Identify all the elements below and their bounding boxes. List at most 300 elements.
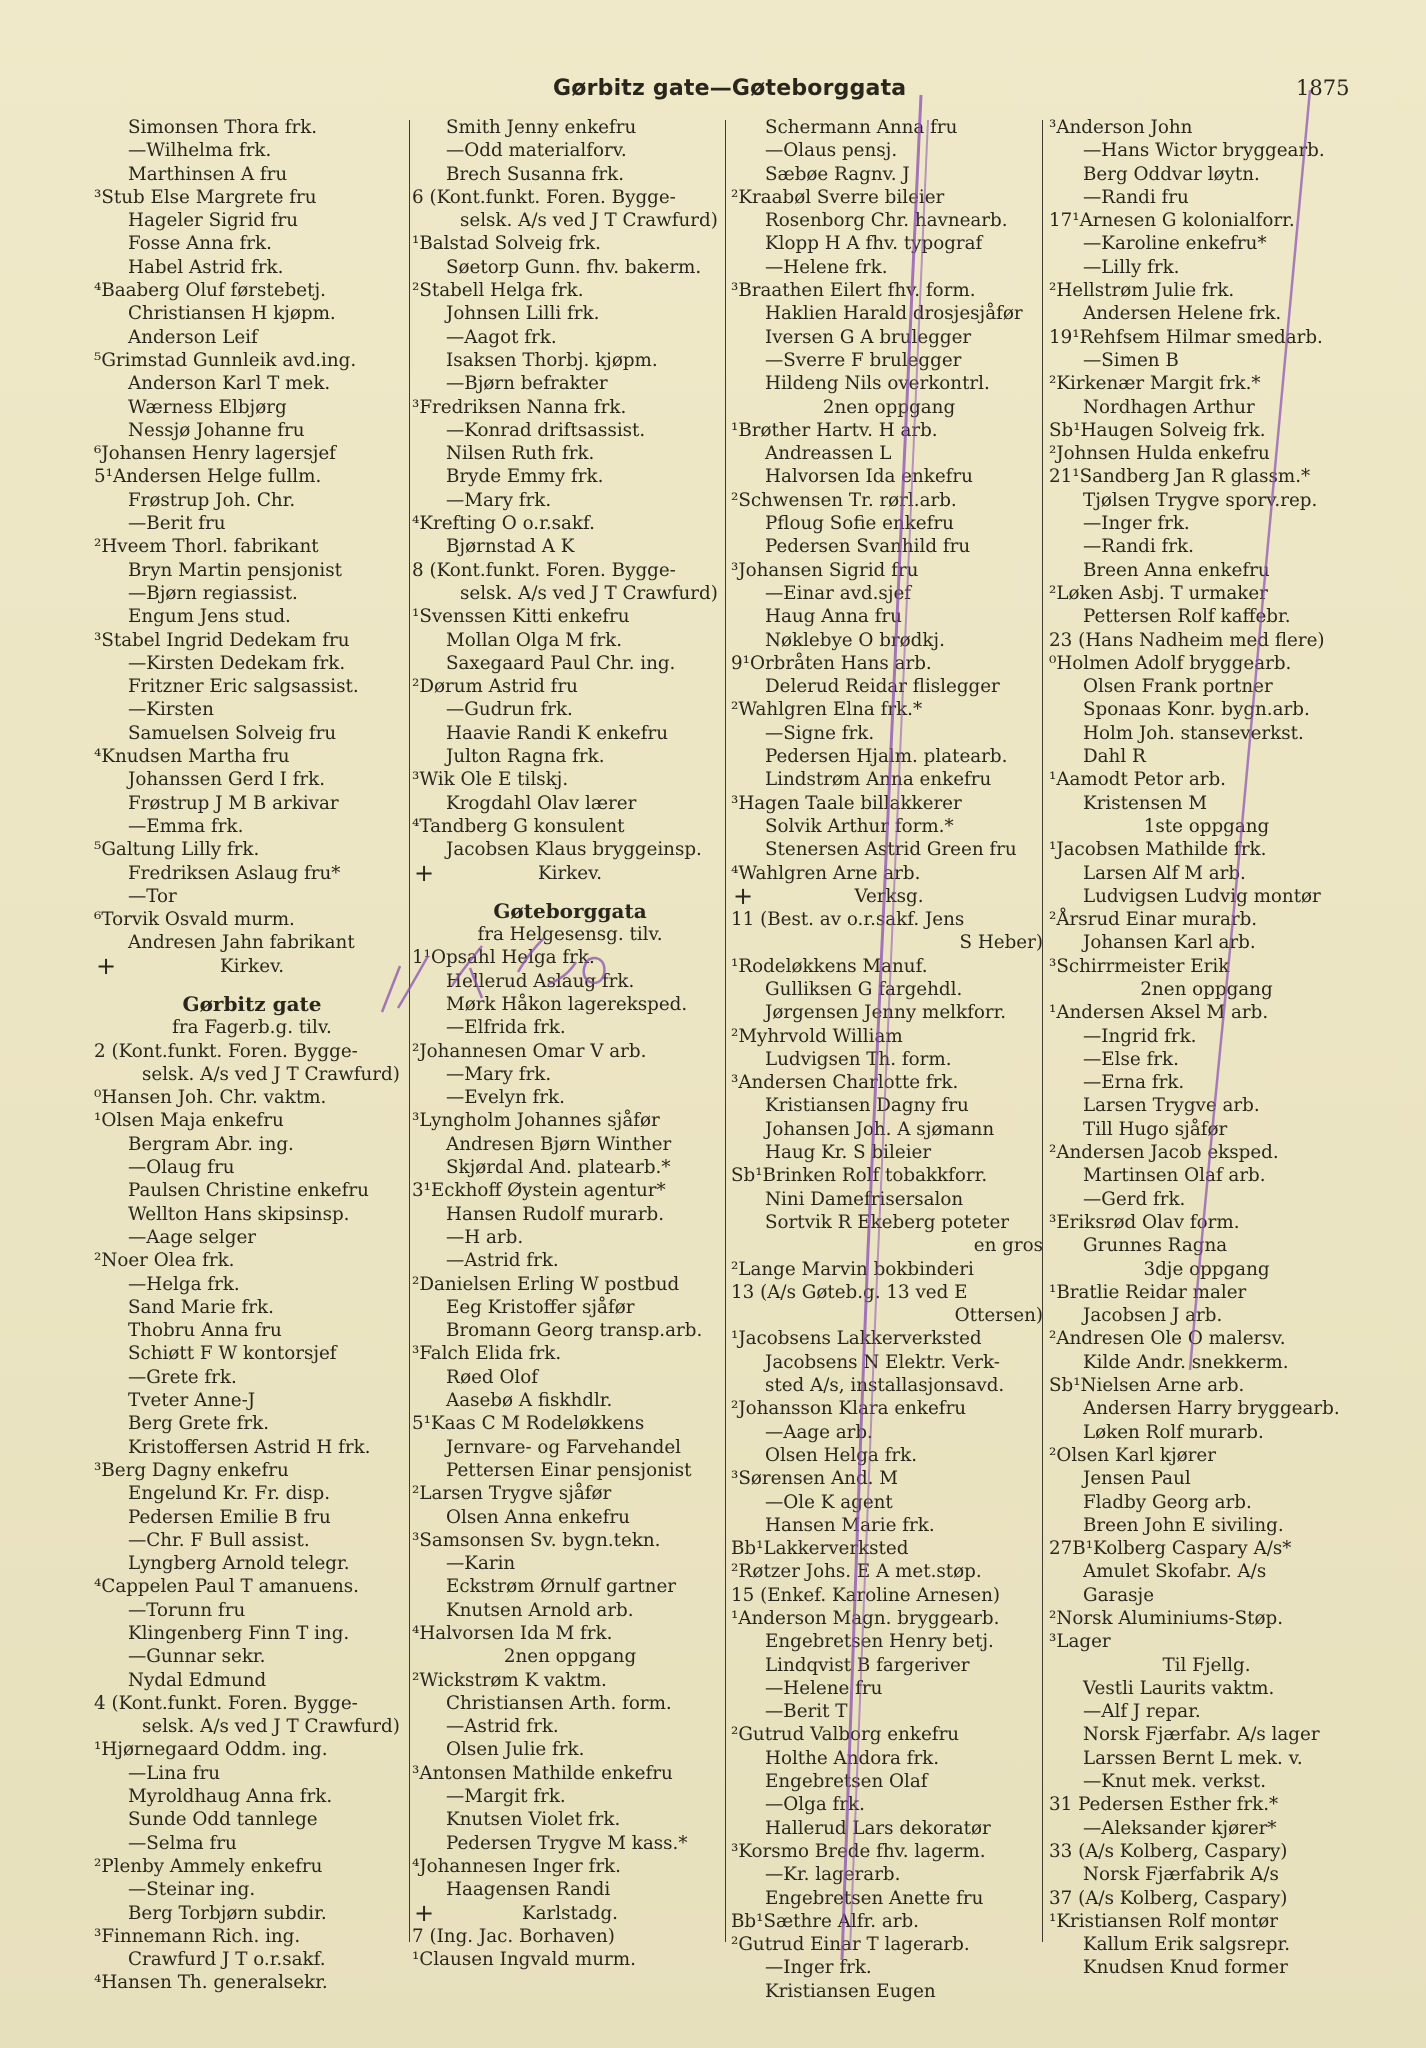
numbered-entry: ³Samsonsen Sv. bygn.tekn. [412, 1529, 661, 1551]
numbered-entry: Sb¹Brinken Rolf tobakkforr. [731, 1165, 988, 1187]
numbered-entry: ²Årsrud Einar murarb. [1049, 909, 1258, 931]
resident-entry: Haagensen Randi [446, 1879, 611, 1901]
resident-entry: Engebretsen Anette fru [765, 1887, 984, 1909]
resident-entry: Haavie Randi K enkefru [446, 722, 668, 744]
entry-continuation: en gros [973, 1235, 1043, 1257]
resident-entry: Julton Ragna frk. [446, 746, 605, 768]
cross-street-label: Kirkev. [219, 955, 285, 977]
resident-entry: Martinsen Olaf arb. [1083, 1165, 1266, 1187]
numbered-entry: ⁵Grimstad Gunnleik avd.ing. [94, 349, 357, 371]
resident-entry: Knutsen Violet frk. [446, 1809, 621, 1831]
cross-street-label: Kirkev. [537, 862, 603, 884]
resident-entry: —Astrid frk. [446, 1250, 559, 1272]
cross-street-label: Verksg. [854, 885, 924, 907]
resident-entry: Isaksen Thorbj. kjøpm. [446, 349, 658, 371]
resident-entry: Johansen Joh. A sjømann [765, 1118, 995, 1140]
numbered-entry: ²Gutrud Valborg enkefru [731, 1724, 960, 1746]
numbered-entry: 11 (Best. av o.r.sakf. Jens [731, 909, 965, 931]
resident-entry: —Mary frk. [446, 489, 552, 511]
resident-entry: Sponaas Konr. bygn.arb. [1083, 699, 1310, 721]
numbered-entry: ²Stabell Helga frk. [412, 280, 584, 302]
resident-entry: Mørk Håkon lagereksped. [446, 993, 688, 1015]
resident-entry: Vestli Laurits vaktm. [1083, 1677, 1275, 1699]
numbered-entry: ²Noer Olea frk. [94, 1250, 235, 1272]
resident-entry: Jørgensen Jenny melkforr. [765, 1002, 1007, 1024]
resident-entry: Jernvare- og Farvehandel [446, 1436, 681, 1458]
resident-entry: —Kirsten Dedekam frk. [128, 652, 346, 674]
numbered-entry: ²Gutrud Einar T lagerarb. [731, 1934, 970, 1956]
resident-entry: —Karin [446, 1553, 516, 1575]
resident-entry: Bjørnstad A K [446, 536, 575, 558]
numbered-entry: ²Plenby Ammely enkefru [94, 1855, 323, 1877]
running-head: Gørbitz gate—Gøteborggata [553, 76, 907, 101]
resident-entry: —Inger frk. [765, 1957, 872, 1979]
numbered-entry: ⁴Krefting O o.r.sakf. [412, 513, 595, 535]
resident-entry: —Odd materialforv. [446, 140, 627, 162]
section-gap [412, 885, 728, 900]
numbered-entry: ²Hellstrøm Julie frk. [1049, 280, 1235, 302]
resident-entry: —Astrid frk. [446, 1716, 559, 1738]
resident-entry: Smith Jenny enkefru [446, 117, 637, 138]
resident-entry: Pedersen Svanhild fru [765, 536, 971, 558]
numbered-entry: ³Wik Ole E tilskj. [412, 769, 569, 791]
resident-entry: Christiansen H kjøpm. [128, 303, 336, 325]
resident-entry: —Berit T [765, 1701, 848, 1723]
numbered-entry: 9¹Orbråten Hans arb. [731, 652, 932, 674]
numbered-entry: ²Danielsen Erling W postbud [412, 1273, 680, 1295]
numbered-entry: ¹Kristiansen Rolf montør [1049, 1910, 1279, 1932]
resident-entry: Hellerud Aslaug frk. [446, 970, 635, 992]
resident-entry: Engebretsen Olaf [765, 1771, 928, 1793]
resident-entry: Eeg Kristoffer sjåfør [446, 1296, 635, 1318]
resident-entry: Pedersen Hjalm. platearb. [765, 746, 1008, 768]
resident-entry: —Gudrun frk. [446, 699, 573, 721]
resident-entry: —Mary frk. [446, 1063, 552, 1085]
resident-entry: Anderson Karl T mek. [128, 373, 331, 395]
resident-entry: Olsen Julie frk. [446, 1739, 585, 1761]
numbered-entry: ³Schirrmeister Erik [1049, 955, 1230, 977]
resident-entry: Brech Susanna frk. [446, 163, 625, 185]
numbered-entry: ¹Rodeløkkens Manuf. [731, 955, 928, 977]
section-subheading: 1ste oppgang [1143, 815, 1270, 837]
resident-entry: Breen John E siviling. [1083, 1514, 1284, 1536]
entry-continuation: selsk. A/s ved J T Crawfurd) [460, 210, 718, 232]
cross-street-marker [412, 858, 728, 887]
numbered-entry: Bb¹Lakkerverksted [731, 1538, 909, 1560]
resident-entry: —Berit fru [128, 513, 226, 535]
resident-entry: —Sverre F brulegger [765, 349, 962, 371]
cross-icon: + [95, 951, 117, 980]
numbered-entry: ²Løken Asbj. T urmaker [1049, 582, 1268, 604]
resident-entry: Kristensen M [1083, 792, 1208, 814]
numbered-entry: 8 (Kont.funkt. Foren. Bygge- [412, 559, 676, 581]
resident-entry: Nini Damefrisersalon [765, 1188, 964, 1210]
numbered-entry: ⁵Galtung Lilly frk. [94, 839, 260, 861]
numbered-entry: ¹Anderson Magn. bryggearb. [731, 1608, 1000, 1629]
directory-column-3 [731, 116, 1047, 2002]
numbered-entry: 19¹Rehfsem Hilmar smedarb. [1049, 326, 1323, 348]
resident-entry: Kilde Andr. snekkerm. [1083, 1351, 1289, 1373]
street-heading: Gøteborggata [493, 898, 647, 923]
directory-columns [94, 116, 1364, 2002]
resident-entry: —Bjørn befrakter [446, 373, 608, 395]
resident-entry: Skjørdal And. platearb.* [446, 1157, 671, 1179]
resident-entry: Fredriksen Aslaug fru* [128, 862, 341, 884]
resident-entry: Holm Joh. stanseverkst. [1083, 722, 1304, 744]
resident-entry: Kristoffersen Astrid H frk. [128, 1436, 371, 1458]
cross-icon: + [732, 881, 754, 910]
numbered-entry: ⁴Wahlgren Arne arb. [731, 862, 921, 884]
resident-entry: Larsen Trygve arb. [1083, 1095, 1260, 1117]
resident-entry: —Else frk. [1083, 1048, 1179, 1070]
numbered-entry: ²Røtzer Johs. E A met.støp. [731, 1561, 982, 1583]
section-subheading: 2nen oppgang [503, 1646, 637, 1668]
resident-entry: Berg Torbjørn subdir. [128, 1902, 327, 1924]
resident-entry: —Inger frk. [1083, 513, 1190, 535]
resident-entry: Tveter Anne-J [128, 1390, 256, 1412]
resident-entry: Tjølsen Trygve sporv.rep. [1083, 489, 1318, 511]
resident-entry: —Erna frk. [1083, 1072, 1185, 1094]
resident-entry: Marthinsen A fru [128, 163, 288, 185]
resident-entry: Solvik Arthur form.* [765, 815, 954, 837]
resident-entry: Andersen Helene frk. [1083, 303, 1282, 325]
resident-entry: Jacobsens N Elektr. Verk- [765, 1351, 1000, 1373]
resident-entry: Engelund Kr. Fr. disp. [128, 1483, 331, 1505]
numbered-entry: 33 (A/s Kolberg, Caspary) [1049, 1840, 1288, 1862]
numbered-entry: 7 (Ing. Jac. Borhaven) [412, 1925, 615, 1947]
numbered-entry: ²Andersen Jacob eksped. [1049, 1142, 1279, 1164]
numbered-entry: ¹Olsen Maja enkefru [94, 1110, 284, 1132]
numbered-entry: ⁴Halvorsen Ida M frk. [412, 1623, 613, 1644]
numbered-entry: ⁰Holmen Adolf bryggearb. [1049, 652, 1292, 674]
page-number: 1875 [1296, 76, 1350, 100]
section-gap [94, 978, 410, 993]
resident-entry: Jacobsen J arb. [1083, 1305, 1223, 1327]
resident-entry: —Selma fru [128, 1832, 237, 1854]
resident-entry: Bergram Abr. ing. [128, 1133, 294, 1155]
resident-entry: Larssen Bernt L mek. v. [1083, 1747, 1303, 1769]
resident-entry: Frøstrup Joh. Chr. [128, 489, 296, 511]
resident-entry: —Ingrid frk. [1083, 1025, 1197, 1047]
resident-entry: Johanssen Gerd I frk. [128, 769, 326, 791]
numbered-entry: ²Lange Marvin bokbinderi [731, 1258, 974, 1280]
resident-entry: Thobru Anna fru [128, 1320, 282, 1342]
resident-entry: —Alf J repar. [1083, 1701, 1201, 1723]
cross-icon: + [413, 1898, 435, 1927]
resident-entry: Ludvigsen Ludvig montør [1083, 885, 1321, 907]
resident-entry: Paulsen Christine enkefru [128, 1180, 369, 1202]
resident-entry: Knutsen Arnold arb. [446, 1599, 634, 1621]
numbered-entry: ²Olsen Karl kjører [1049, 1444, 1216, 1466]
numbered-entry: Sb¹Haugen Solveig frk. [1049, 419, 1266, 441]
resident-entry: Pedersen Emilie B fru [128, 1506, 331, 1528]
entry-continuation: Ottersen) [954, 1305, 1043, 1327]
numbered-entry: ²Kraabøl Sverre bileier [731, 186, 945, 208]
resident-entry: Klopp H A fhv. typograf [765, 233, 983, 255]
numbered-entry: ³Hagen Taale billakkerer [731, 792, 962, 814]
resident-entry: sted A/s, installasjonsavd. [765, 1375, 1005, 1397]
resident-entry: Holthe Andora frk. [765, 1747, 940, 1769]
resident-entry: Haug Kr. S bileier [765, 1142, 932, 1164]
numbered-entry: ¹Hjørnegaard Oddm. ing. [94, 1739, 328, 1761]
resident-entry: Olsen Anna enkefru [446, 1506, 630, 1528]
numbered-entry: ³Braathen Eilert fhv. form. [731, 280, 976, 302]
resident-entry: —Helene frk. [765, 256, 888, 278]
resident-entry: Garasje [1083, 1584, 1155, 1606]
numbered-entry: ²Wahlgren Elna frk.* [731, 699, 923, 721]
resident-entry: Schermann Anna fru [765, 117, 958, 138]
resident-entry: —Signe frk. [765, 722, 875, 744]
resident-entry: Jacobsen Klaus bryggeinsp. [446, 839, 702, 861]
resident-entry: —Olaus pensj. [765, 140, 898, 162]
numbered-entry: ³Fredriksen Nanna frk. [412, 396, 627, 418]
resident-entry: Hallerud Lars dekoratør [765, 1817, 991, 1839]
numbered-entry: ³Korsmo Brede fhv. lagerm. [731, 1840, 986, 1862]
numbered-entry: ⁴Knudsen Martha fru [94, 746, 290, 768]
resident-entry: —Gerd frk. [1083, 1188, 1186, 1210]
resident-entry: Lindstrøm Anna enkefru [765, 769, 992, 791]
numbered-entry: Bb¹Sæthre Alfr. arb. [731, 1910, 919, 1932]
resident-entry: —Kirsten [128, 699, 214, 721]
numbered-entry: ⁰Hansen Joh. Chr. vaktm. [94, 1087, 327, 1109]
cross-street-marker [731, 881, 1047, 910]
resident-entry: Johnsen Lilli frk. [446, 303, 600, 325]
numbered-entry: ³Lager [1049, 1631, 1111, 1653]
numbered-entry: ⁴Cappelen Paul T amanuens. [94, 1576, 359, 1598]
resident-entry: —Aagot frk. [446, 326, 557, 348]
section-subheading: fra Helgesensg. tilv. [477, 924, 663, 946]
resident-entry: —Helga frk. [128, 1273, 240, 1295]
numbered-entry: ²Schwensen Tr. rørl.arb. [731, 489, 957, 511]
resident-entry: —Chr. F Bull assist. [128, 1529, 310, 1551]
resident-entry: Schiøtt F W kontorsjef [128, 1343, 337, 1365]
numbered-entry: 23 (Hans Nadheim med flere) [1049, 629, 1325, 651]
entry-continuation: selsk. A/s ved J T Crawfurd) [142, 1063, 400, 1085]
numbered-entry: ²Andresen Ole O malersv. [1049, 1328, 1286, 1350]
resident-entry: Pedersen Trygve M kass.* [446, 1832, 688, 1854]
section-subheading: fra Fagerb.g. tilv. [172, 1017, 332, 1039]
numbered-entry: ²Johnsen Hulda enkefru [1049, 443, 1270, 465]
resident-entry: Klingenberg Finn T ing. [128, 1623, 350, 1644]
resident-entry: —Aage arb. [765, 1421, 873, 1443]
numbered-entry: ⁴Johannesen Inger frk. [412, 1855, 621, 1877]
resident-entry: Frøstrup J M B arkivar [128, 792, 339, 814]
resident-entry: Olsen Helga frk. [765, 1444, 918, 1466]
numbered-entry: ⁴Tandberg G konsulent [412, 815, 625, 837]
resident-entry: —Bjørn regiassist. [128, 582, 298, 604]
numbered-entry: 27B¹Kolberg Caspary A/s* [1049, 1538, 1292, 1560]
numbered-entry: ³Sørensen And. M [731, 1468, 898, 1490]
resident-entry: —Margit frk. [446, 1786, 566, 1808]
resident-entry: Till Hugo sjåfør [1083, 1118, 1228, 1140]
resident-entry: Bromann Georg transp.arb. [446, 1320, 703, 1342]
resident-entry: Wellton Hans skipsinsp. [128, 1203, 350, 1225]
numbered-entry: ⁴Baaberg Oluf førstebetj. [94, 280, 326, 302]
resident-entry: Larsen Alf M arb. [1083, 862, 1246, 884]
resident-entry: Berg Oddvar løytn. [1083, 163, 1260, 185]
resident-entry: Sæbøe Ragnv. J [765, 163, 910, 185]
numbered-entry: ²Myhrvold William [731, 1025, 903, 1047]
resident-entry: Andresen Jahn fabrikant [128, 932, 355, 954]
numbered-entry: ¹Balstad Solveig frk. [412, 233, 601, 255]
resident-entry: Rosenborg Chr. havnearb. [765, 210, 1008, 232]
resident-entry: Haug Anna fru [765, 606, 902, 628]
directory-column-4 [1049, 116, 1364, 1979]
resident-entry: Grunnes Ragna [1083, 1235, 1228, 1257]
resident-entry: Krogdahl Olav lærer [446, 792, 637, 814]
directory-column-2 [412, 116, 728, 1971]
resident-entry: Norsk Fjærfabrik A/s [1083, 1864, 1279, 1886]
entry-continuation: S Heber) [959, 932, 1043, 954]
resident-entry: Sunde Odd tannlege [128, 1809, 318, 1831]
resident-entry: Mollan Olga M frk. [446, 629, 623, 651]
numbered-entry: ¹Bratlie Reidar maler [1049, 1281, 1247, 1303]
resident-entry: Hansen Rudolf murarb. [446, 1203, 665, 1225]
numbered-entry: ¹Jacobsens Lakkerverksted [731, 1328, 982, 1350]
numbered-entry: ²Norsk Aluminiums-Støp. [1049, 1608, 1284, 1629]
resident-entry: Christiansen Arth. form. [446, 1692, 672, 1714]
page-header [0, 76, 1426, 116]
numbered-entry: ⁶Johansen Henry lagersjef [94, 443, 336, 465]
section-subheading: 3dje oppgang [1143, 1258, 1270, 1280]
resident-entry: Pettersen Rolf kaffebr. [1083, 606, 1291, 628]
resident-entry: —Torunn fru [128, 1599, 246, 1621]
numbered-entry: 4 (Kont.funkt. Foren. Bygge- [94, 1692, 358, 1714]
entry-continuation: selsk. A/s ved J T Crawfurd) [460, 582, 718, 604]
resident-entry: —Gunnar sekr. [128, 1646, 266, 1668]
resident-entry: Engum Jens stud. [128, 606, 291, 628]
numbered-entry: ²Larsen Trygve sjåfør [412, 1483, 612, 1505]
resident-entry: Fladby Georg arb. [1083, 1491, 1252, 1513]
numbered-entry: 17¹Arnesen G kolonialforr. [1049, 210, 1295, 232]
resident-entry: Sand Marie frk. [128, 1296, 274, 1318]
numbered-entry: 21¹Sandberg Jan R glassm.* [1049, 466, 1311, 488]
numbered-entry: ³Stabel Ingrid Dedekam fru [94, 629, 350, 651]
resident-entry: Breen Anna enkefru [1083, 559, 1270, 581]
resident-entry: —Randi frk. [1083, 536, 1194, 558]
numbered-entry: ³Eriksrød Olav form. [1049, 1211, 1240, 1233]
resident-entry: Halvorsen Ida enkefru [765, 466, 973, 488]
numbered-entry: ¹Brøther Hartv. H arb. [731, 419, 938, 441]
resident-entry: —Elfrida frk. [446, 1017, 566, 1039]
resident-entry: —Evelyn frk. [446, 1087, 565, 1109]
cross-street-marker [412, 1898, 728, 1927]
resident-entry: Habel Astrid frk. [128, 256, 284, 278]
cross-street-label: Karlstadg. [522, 1902, 618, 1924]
resident-entry: Eckstrøm Ørnulf gartner [446, 1576, 676, 1598]
resident-entry: Jensen Paul [1083, 1468, 1191, 1490]
resident-entry: Stenersen Astrid Green fru [765, 839, 1017, 861]
resident-entry: Nessjø Johanne fru [128, 419, 305, 441]
numbered-entry: 5¹Kaas C M Rodeløkkens [412, 1413, 645, 1435]
numbered-entry: 37 (A/s Kolberg, Caspary) [1049, 1887, 1288, 1909]
resident-entry: —Ole K agent [765, 1491, 893, 1513]
resident-entry: Haklien Harald drosjesjåfør [765, 303, 1023, 325]
numbered-entry: ¹Jacobsen Mathilde frk. [1049, 839, 1267, 861]
resident-entry: Johansen Karl arb. [1083, 932, 1256, 954]
numbered-entry: 1¹Opsahl Helga frk. [412, 947, 595, 969]
section-subheading: 2nen oppgang [822, 396, 956, 418]
resident-entry: Iversen G A brulegger [765, 326, 972, 348]
resident-entry: —Emma frk. [128, 815, 244, 837]
resident-entry: —Knut mek. verkst. [1083, 1771, 1266, 1793]
numbered-entry: ³Finnemann Rich. ing. [94, 1925, 301, 1947]
resident-entry: —Helene fru [765, 1677, 883, 1699]
resident-entry: —Karoline enkefru* [1083, 233, 1267, 255]
resident-entry: —H arb. [446, 1226, 524, 1248]
resident-entry: Samuelsen Solveig fru [128, 722, 337, 744]
resident-entry: Andersen Harry bryggearb. [1083, 1398, 1340, 1420]
resident-entry: —Lilly frk. [1083, 256, 1180, 278]
numbered-entry: 6 (Kont.funkt. Foren. Bygge- [412, 186, 676, 208]
resident-entry: Nydal Edmund [128, 1669, 267, 1691]
numbered-entry: ²Johannesen Omar V arb. [412, 1040, 647, 1062]
resident-entry: Gulliksen G fargehdl. [765, 978, 963, 1000]
resident-entry: Berg Grete frk. [128, 1413, 270, 1435]
numbered-entry: ³Antonsen Mathilde enkefru [412, 1762, 673, 1784]
resident-entry: Dahl R [1083, 746, 1146, 768]
resident-entry: Nøklebye O brødkj. [765, 629, 945, 651]
resident-entry: Røed Olof [446, 1366, 539, 1388]
resident-entry: —Olaug fru [128, 1157, 235, 1179]
numbered-entry: ²Hveem Thorl. fabrikant [94, 536, 319, 558]
resident-entry: Nilsen Ruth frk. [446, 443, 595, 465]
resident-entry: —Wilhelma frk. [128, 140, 272, 162]
resident-entry: Bryn Martin pensjonist [128, 559, 342, 581]
resident-entry: Andreassen L [765, 443, 892, 465]
numbered-entry: ³Anderson John [1049, 117, 1193, 138]
resident-entry: Myroldhaug Anna frk. [128, 1786, 333, 1808]
numbered-entry: ¹Aamodt Petor arb. [1049, 769, 1226, 791]
section-subheading: 2nen oppgang [1140, 978, 1273, 1000]
numbered-entry: 2 (Kont.funkt. Foren. Bygge- [94, 1040, 358, 1062]
numbered-entry: ⁶Torvik Osvald murm. [94, 909, 295, 931]
resident-entry: —Einar avd.sjef [765, 582, 912, 604]
numbered-entry: 5¹Andersen Helge fullm. [94, 466, 322, 488]
directory-column-1 [94, 116, 410, 1994]
resident-entry: Wærness Elbjørg [128, 396, 287, 418]
resident-entry: Pettersen Einar pensjonist [446, 1459, 692, 1481]
numbered-entry: 15 (Enkef. Karoline Arnesen) [731, 1584, 1000, 1606]
resident-entry: Amulet Skofabr. A/s [1083, 1561, 1267, 1583]
numbered-entry: ¹Andersen Aksel M arb. [1049, 1002, 1269, 1024]
resident-entry: —Grete frk. [128, 1366, 237, 1388]
section-subheading: Til Fjellg. [1162, 1654, 1251, 1676]
numbered-entry: ³Lyngholm Johannes sjåfør [412, 1110, 660, 1132]
resident-entry: Knudsen Knud former [1083, 1957, 1288, 1979]
cross-icon: + [413, 858, 435, 887]
resident-entry: Anderson Leif [128, 326, 258, 348]
resident-entry: Engebretsen Henry betj. [765, 1631, 994, 1653]
resident-entry: Simonsen Thora frk. [128, 117, 318, 138]
numbered-entry: ³Berg Dagny enkefru [94, 1459, 289, 1481]
resident-entry: —Aage selger [128, 1226, 257, 1248]
resident-entry: —Randi fru [1083, 186, 1189, 208]
resident-entry: Ludvigsen Th. form. [765, 1048, 952, 1070]
resident-entry: Delerud Reidar flislegger [765, 676, 1000, 698]
numbered-entry: ³Stub Else Margrete fru [94, 186, 317, 208]
cross-street-marker [94, 951, 410, 980]
resident-entry: Søetorp Gunn. fhv. bakerm. [446, 256, 702, 278]
resident-entry: —Tor [128, 885, 177, 907]
numbered-entry: ³Johansen Sigrid fru [731, 559, 919, 581]
resident-entry: Kallum Erik salgsrepr. [1083, 1934, 1291, 1956]
numbered-entry: ²Kirkenær Margit frk.* [1049, 373, 1261, 395]
resident-entry: —Aleksander kjører* [1083, 1817, 1277, 1839]
resident-entry: Saxegaard Paul Chr. ing. [446, 652, 676, 674]
resident-entry: Nordhagen Arthur [1083, 396, 1255, 418]
resident-entry: Løken Rolf murarb. [1083, 1421, 1264, 1443]
